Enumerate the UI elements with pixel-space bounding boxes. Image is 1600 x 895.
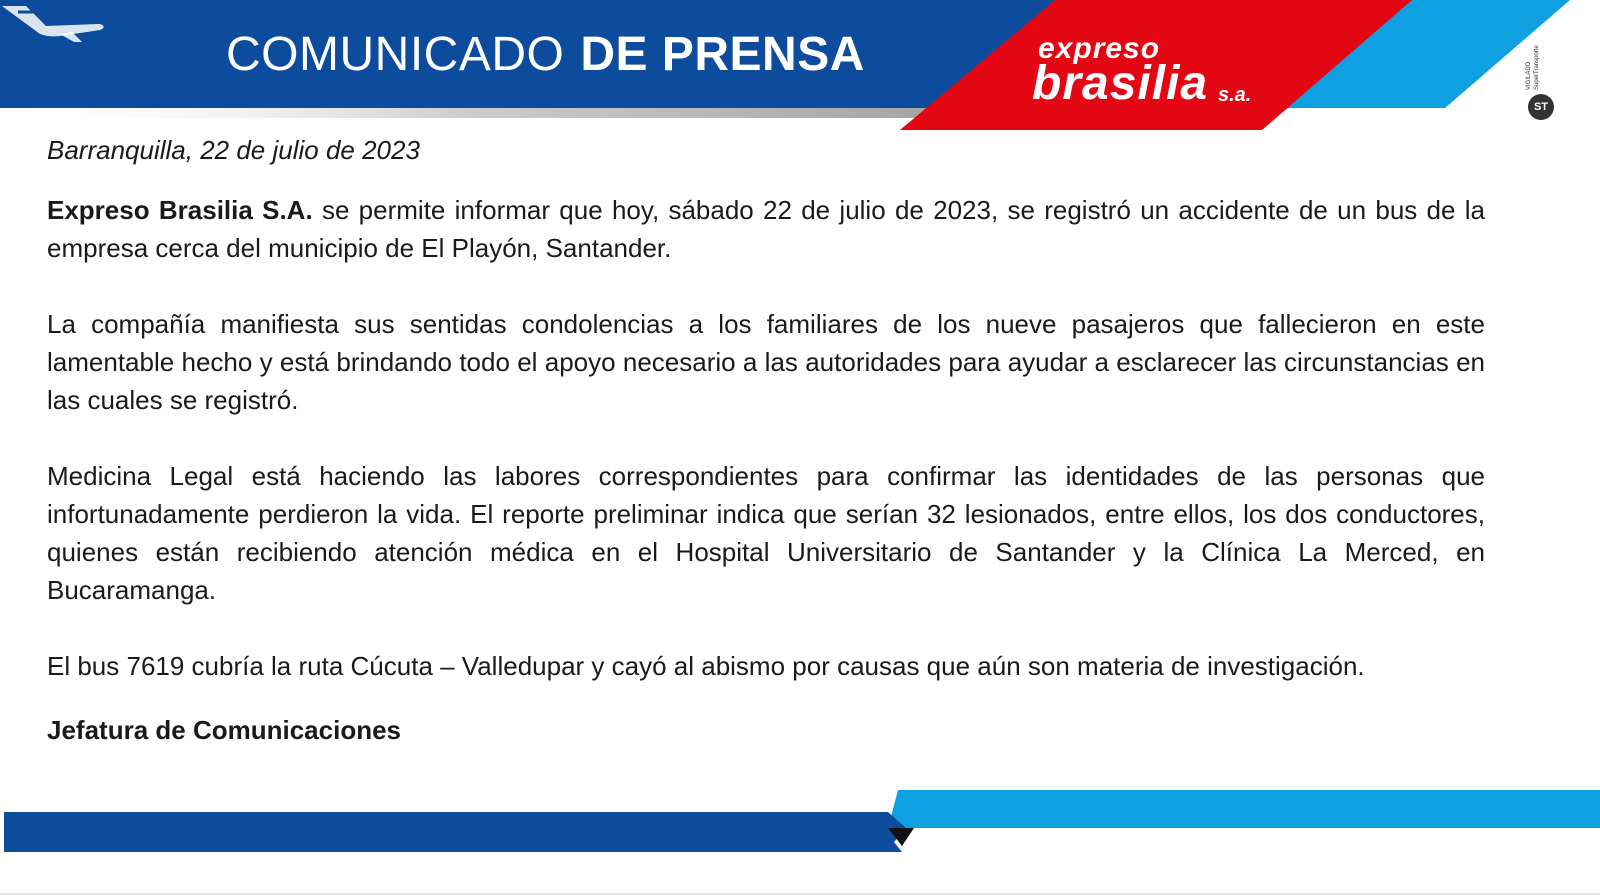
- dateline: Barranquilla, 22 de julio de 2023: [47, 135, 420, 165]
- footer-background: [0, 790, 1600, 870]
- title-light: COMUNICADO: [226, 27, 565, 81]
- company-name: Expreso Brasilia S.A.: [47, 195, 313, 225]
- st-badge-icon: ST: [1528, 94, 1554, 120]
- logo-line1: expreso: [1038, 32, 1161, 65]
- logo-line2: brasilia: [1032, 57, 1209, 110]
- vigilado-label: VIGILADO: [1526, 61, 1532, 90]
- paragraph-2: La compañía manifiesta sus sentidas condolencias a los familiares de los nueve pasajeros que fallecieron en este lamentable hecho y está brindando todo el apoyo necesario a las autoridades para ayudar a esclarecer las circunstancias en las cuales se registró.: [47, 309, 1485, 415]
- paragraph-4: El bus 7619 cubría la ruta Cúcuta – Valledupar y cayó al abismo por causas que aún son materia de investigación.: [47, 651, 1365, 681]
- paragraph-1-text: se permite informar que hoy, sábado 22 de julio de 2023, se registró un accidente de un bus de la empresa cerca del municipio de El Playón, Santander.: [47, 195, 1485, 263]
- vigilado-seal: [1526, 30, 1560, 122]
- supertransporte-label: SuperTransporte: [1534, 45, 1540, 90]
- press-release-body: [47, 131, 1485, 775]
- footer-banner: [0, 790, 1600, 870]
- paragraph-3: Medicina Legal está haciendo las labores correspondientes para confirmar las identidades de las personas que infortunadamente perdieron la vida. El reporte preliminar indica que serían 32 lesionados, entre ellos, los dos conductores, quienes están recibiendo atención médica en el Hospital Universitario de Santander y la Clínica La Merced, en Bucaramanga.: [47, 461, 1485, 605]
- footer-blue-band: [4, 812, 906, 852]
- airplane-icon: [0, 0, 108, 44]
- title-bold: DE PRENSA: [580, 27, 865, 81]
- page-title: [226, 24, 865, 84]
- logo-suffix: s.a.: [1218, 84, 1252, 106]
- header-banner: [0, 0, 1600, 135]
- signature: Jefatura de Comunicaciones: [47, 715, 401, 745]
- footer-light-blue-band: [888, 790, 1600, 828]
- brand-logo: [1032, 30, 1272, 110]
- header-shadow: [0, 108, 935, 118]
- paragraph-1: [47, 191, 1485, 267]
